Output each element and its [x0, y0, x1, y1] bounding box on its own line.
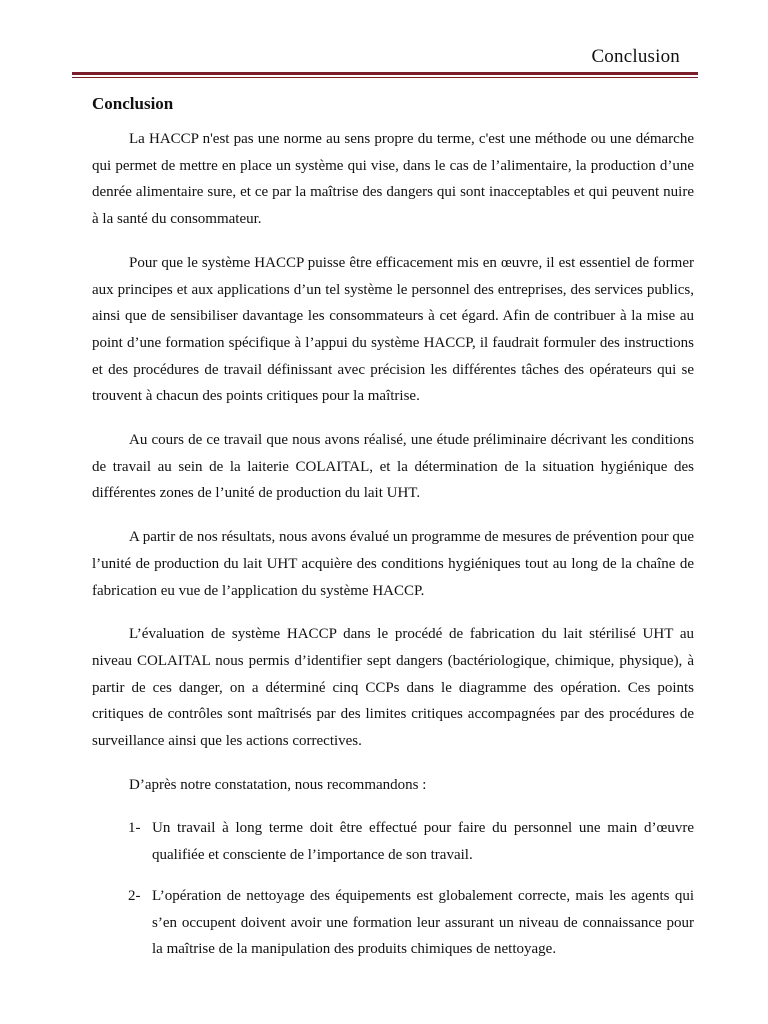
list-item-text: L’opération de nettoyage des équipements est globalement correcte, mais les agents qui s’en occupent doivent avoir une formation leur assurant un niveau de connaissance pour la maîtrise de la manipulation des produits chimiques de nettoyage.: [152, 887, 694, 958]
paragraph-5: L’évaluation de système HACCP dans le procédé de fabrication du lait stérilisé UHT au niveau COLAITAL nous permis d’identifier sept dangers (bactériologique, chimique, physique), à partir de ces danger, on a déterminé cinq CCPs dans le diagramme des opération. Ces points critiques de contrôles sont maîtrisés par des limites critiques accompagnées par des procédures de surveillance ainsi que les actions correctives.: [92, 626, 694, 750]
list-item-number: 1-: [128, 820, 141, 837]
paragraph-1: La HACCP n'est pas une norme au sens propre du terme, c'est une méthode ou une démarche qui permet de mettre en place un système qui vise, dans le cas de l’alimentaire, la production d’une denrée alimentaire sure, et ce par la maîtrise des dangers qui sont inacceptables et qui peuvent nuire à la santé du consommateur.: [92, 131, 694, 228]
paragraph-4: A partir de nos résultats, nous avons évalué un programme de mesures de prévention pour que l’unité de production du lait UHT acquière des conditions hygiéniques tout au long de la chaîne de fabrication eu vue de l’application du système HACCP.: [92, 529, 694, 599]
header-rule: [72, 72, 698, 75]
page-content: [92, 92, 694, 977]
running-header-title: Conclusion: [591, 46, 680, 67]
header-rule-thin: [72, 77, 698, 78]
section-title: Conclusion: [92, 94, 174, 113]
paragraph-2: Pour que le système HACCP puisse être efficacement mis en œuvre, il est essentiel de former aux principes et aux applications d’un tel système le personnel des entreprises, des services publics, ainsi que de sensibiliser davantage les consommateurs à cet égard. Afin de contribuer à la mise au point d’une formation spécifique à l’appui du système HACCP, il faudrait formuler des instructions et des procédures de travail définissant avec précision les différentes tâches des opérateurs qui se trouvent à chacun des points critiques pour la maîtrise.: [92, 254, 694, 405]
list-item: [92, 883, 694, 963]
list-item-text: Un travail à long terme doit être effectué pour faire du personnel une main d’œuvre qualifiée et consciente de l’importance de son travail.: [152, 820, 694, 864]
recommendation-list: [92, 815, 694, 963]
list-item: [92, 815, 694, 868]
paragraph-6: D’après notre constatation, nous recommandons :: [129, 776, 427, 793]
list-item-number: 2-: [128, 887, 141, 904]
paragraph-3: Au cours de ce travail que nous avons réalisé, une étude préliminaire décrivant les conditions de travail au sein de la laiterie COLAITAL, et la détermination de la situation hygiénique des différentes zones de l’unité de production du lait UHT.: [92, 432, 694, 502]
